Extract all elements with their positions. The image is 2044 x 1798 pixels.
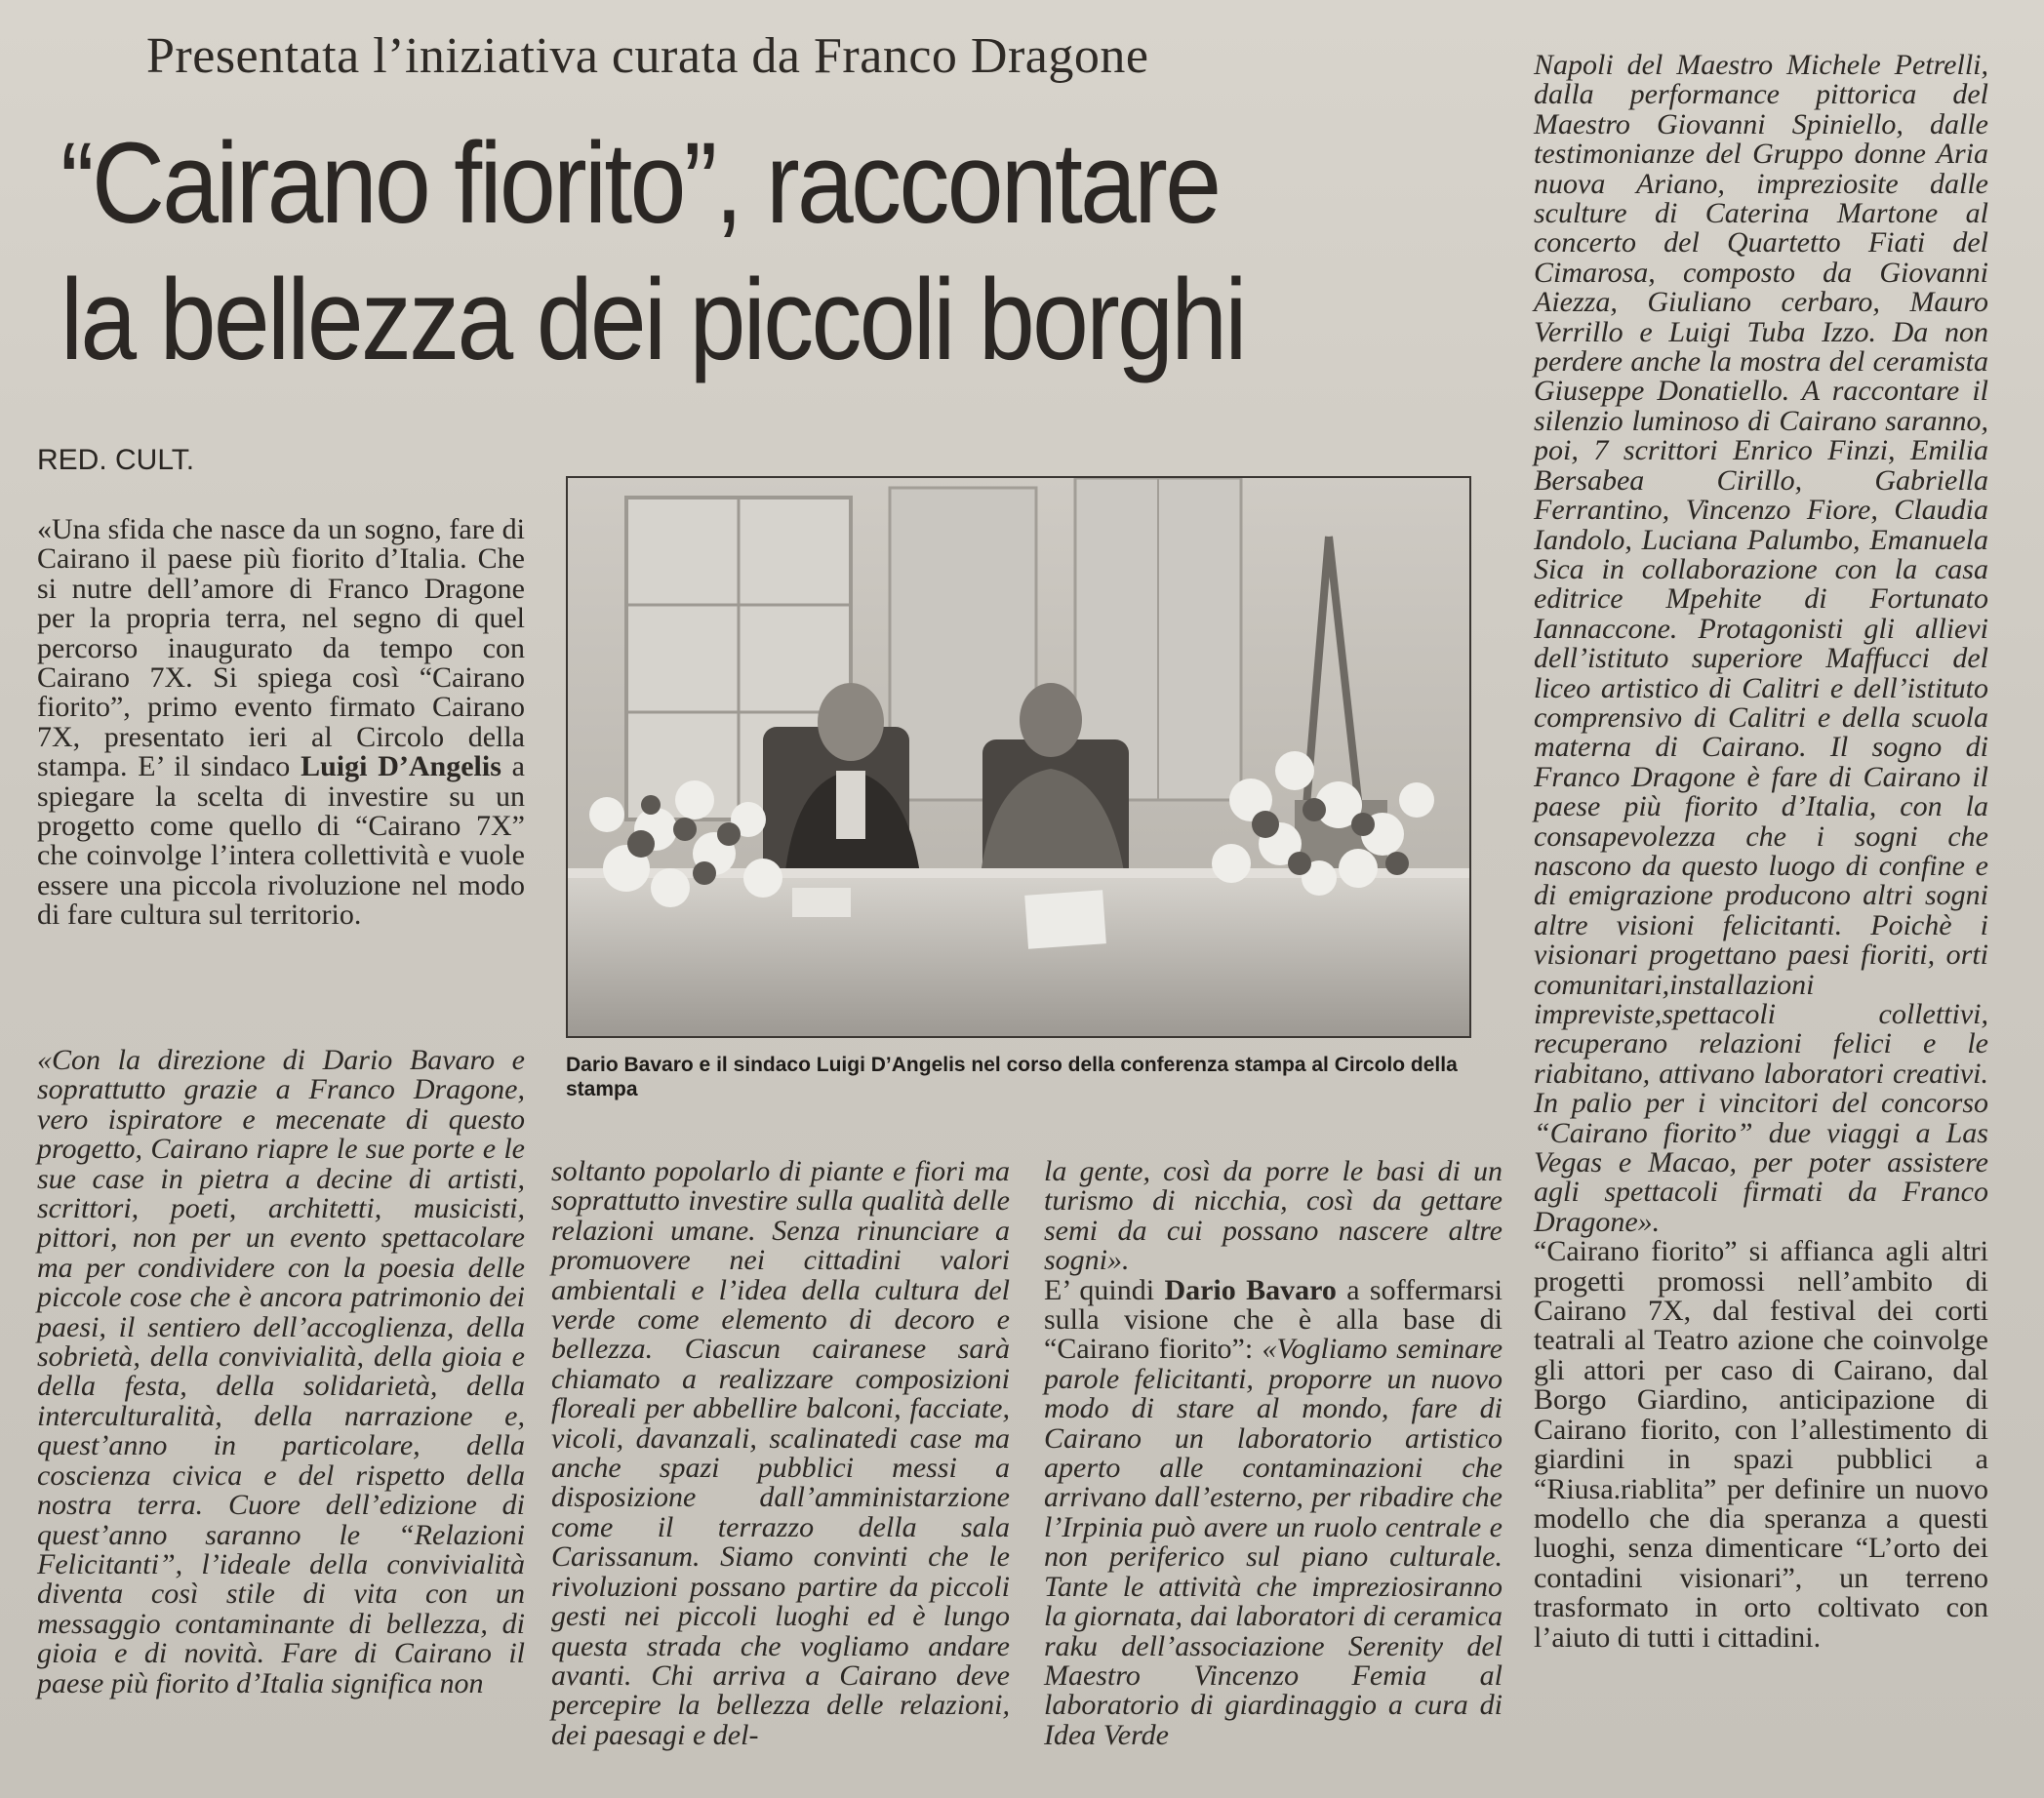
- person-name: Luigi D’Angelis: [301, 750, 501, 783]
- photo-press-conference: [566, 476, 1471, 1038]
- byline: RED. CULT.: [37, 444, 195, 476]
- person-name: Dario Bavaro: [1164, 1273, 1337, 1306]
- headline-line-2: la bellezza dei piccoli borghi: [60, 256, 1245, 384]
- paragraph: Napoli del Maestro Michele Petrelli, dalla performance pittorica del Maestro Giovanni Spiniello, dalle testimonianze del Gruppo donne Aria nuova Ariano, impreziosite dalle sculture di Caterina Martone al concerto del Quartetto Fiati del Cimarosa, composto da Giovanni Aiezza, Giuliano cerbaro, Mauro Verrillo e Luigi Tuba Izzo. Da non perdere anche la mostra del ceramista Giuseppe Donatiello. A raccontare il silenzio luminoso di Cairano saranno, poi, 7 scrittori Enrico Finzi, Emilia Bersabea Cirillo, Gabriella Ferrantino, Vincenzo Fiore, Claudia Iandolo, Luciana Palumbo, Emanuela Sica in collaborazione con la casa editrice Mpehite di Fortunato Iannaccone. Protagonisti gli allievi dell’istituto superiore Maffucci del liceo artistico di Calitri e dell’istituto comprensivo di Calitri e della scuola materna di Cairano. Il sogno di Franco Dragone è fare di Cairano il paese più fiorito d’Italia, con la consapevolezza che i sogni che nascono da questo luogo di confine e di emigrazione producono altri sogni altre visioni felicitanti. Poichè i visionari progettano paesi fioriti, orti comunitari,installazioni impreviste,spettacoli collettivi, recuperano relazioni felici e le riabitano, attivano laboratori creativi. In palio per i vincitori del concorso “Cairano fiorito” due viaggi a Las Vegas e Macao, per poter assistere agli spettacoli firmati da Franco Dragone».: [1534, 49, 1988, 1238]
- paragraph: “Cairano fiorito” si affianca agli altri progetti promossi nell’ambito di Cairano 7X, dal festival dei corti teatrali al Teatro azione che coinvolge gli attori per caso di Cairano, dal Borgo Giardino, anticipazione di Cairano fiorito, con l’allestimento di giardini in spazi pubblici a “Riusa.riablita” per definire un nuovo modello che dia speranza a questi luoghi, senza dimenticare “L’orto dei contadini visionari”, un terreno trasformato in orto coltivato con l’aiuto di tutti i cittadini.: [1534, 1235, 1988, 1654]
- article-column-2: [551, 1157, 1010, 1750]
- paragraph-text: a spiegare la scelta di investire su un progetto come quello di “Cairano 7X” che coinvolge l’intera collettività e vuole essere una piccola rivoluzione nel modo di fare cultura sul territorio.: [37, 750, 526, 932]
- article-column-3: [1044, 1157, 1503, 1750]
- paragraph: «Con la direzione di Dario Bavaro e soprattutto grazie a Franco Dragone, vero ispiratore e mecenate di questo progetto, Cairano riapre le sue porte e le sue case in pietra a decine di artisti, scrittori, poeti, architetti, musicisti, pittori, non per un evento spettacolare ma per condividere con la poesia delle piccole cose che è ancora patrimonio dei paesi, il sentiero dell’accoglienza, della sobrietà, della convivialità, della gioia e della festa, della solidarietà, della interculturalità, della narrazione e, quest’anno in particolare, della coscienza civica e del rispetto della nostra terra. Cuore dell’edizione di quest’anno saranno le “Relazioni Felicitanti”, l’ideale della convivialità diventa così stile di vita con un messaggio contaminante di bellezza, di gioia e di novità. Fare di Cairano il paese più fiorito d’Italia significa non: [37, 1044, 525, 1699]
- photo-caption: Dario Bavaro e il sindaco Luigi D’Angelis nel corso della conferenza stampa al Circolo della stampa: [566, 1054, 1458, 1100]
- paragraph: [37, 515, 525, 931]
- article-column-1-bottom: [37, 1046, 525, 1698]
- quote-text: «Vogliamo seminare parole felicitanti, proporre un nuovo modo di stare al mondo, fare di Cairano un laboratorio artistico aperto alle contaminazioni che arrivano dall’esterno, per ribadire che l’Irpinia può avere un ruolo centrale e non periferico sul piano culturale. Tante le attività che impreziosiranno la giornata, dai laboratori di ceramica raku dell’associazione Serenity del Maestro Vincenzo Femia al laboratorio di giardinaggio a cura di Idea Verde: [1044, 1333, 1503, 1751]
- headline: [60, 115, 1297, 388]
- paragraph: soltanto popolarlo di piante e fiori ma soprattutto investire sulla qualità delle relazioni umane. Senza rinunciare a promuovere nei cittadini valori ambientali e l’idea della cultura del verde come elemento di decoro e bellezza. Ciascun cairanese sarà chiamato a realizzare composizioni floreali per abbellire balconi, facciate, vicoli, davanzali, scalinatedi case ma anche spazi pubblici messi a disposizione dall’amministarzione come il terrazzo della sala Carissanum. Siamo convinti che le rivoluzioni possano partire da piccoli gesti nei piccoli luoghi ed è lungo questa strada che vogliamo andare avanti. Chi arriva a Cairano deve percepire la bellezza delle relazioni, dei paesagi e del-: [551, 1155, 1010, 1751]
- kicker: Presentata l’iniziativa curata da Franco Dragone: [146, 28, 1149, 84]
- paragraph: [1044, 1273, 1503, 1751]
- article-column-1-top: [37, 515, 525, 931]
- paragraph-text: «Una sfida che nasce da un sogno, fare di Cairano il paese più fiorito d’Italia. Che si nutre dell’amore di Franco Dragone per la propria terra, nel segno di quel percorso inaugurato da tempo con Cairano 7X. Si spiega così “Cairano fiorito”, primo evento firmato Cairano 7X, presentato ieri al Circolo della stampa. E’ il sindaco: [37, 513, 525, 783]
- headline-line-1: “Cairano fiorito”, raccontare: [60, 119, 1220, 248]
- paragraph: la gente, così da porre le basi di un turismo di nicchia, così da gettare semi da cui possano nascere altre sogni».: [1044, 1155, 1503, 1277]
- paragraph-text: E’ quindi: [1044, 1273, 1165, 1306]
- paragraph-text: a soffermarsi sulla visione che è alla base di “Cairano fiorito”:: [1044, 1273, 1503, 1366]
- article-column-4: [1534, 51, 1988, 1653]
- photo-illustration: [568, 478, 1471, 1038]
